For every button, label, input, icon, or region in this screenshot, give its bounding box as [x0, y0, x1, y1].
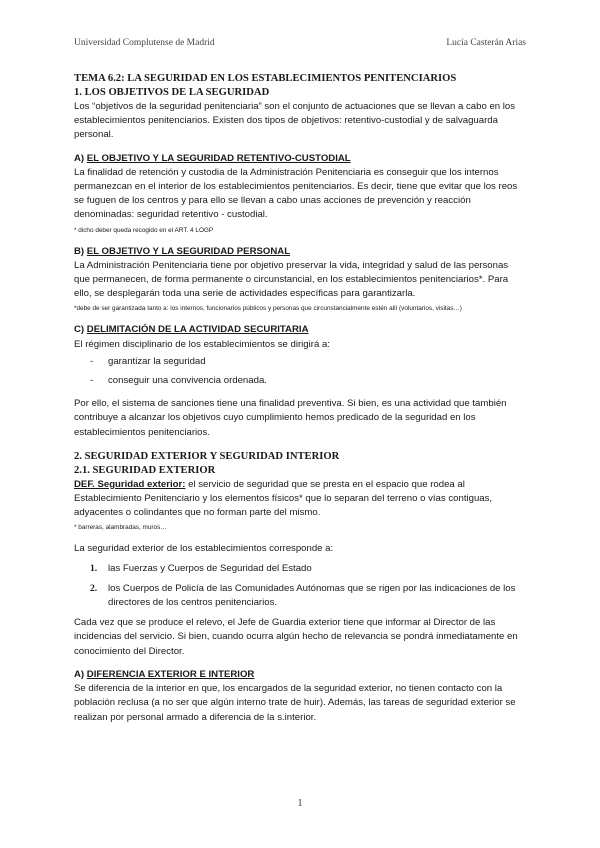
header-author: Lucía Casterán Arias	[446, 38, 526, 48]
subsection-a-title: EL OBJETIVO Y LA SEGURIDAD RETENTIVO-CUSTODIAL	[86, 152, 351, 164]
subsection-b-footnote: *debe de ser garantizada tanto a: los internos, funcionarios públicos y personas que circunstancialmente estén allí (voluntarios, visitas…)	[74, 305, 462, 313]
page-number: 1	[297, 798, 303, 809]
subsection-2a-prefix: A)	[74, 668, 87, 680]
subsection-2a-body: Se diferencia de la interior en que, los encargados de la seguridad exterior, no tienen contacto con la población reclusa (a no ser que algún interno trate de huir). Además, las tareas de seguridad exterior se realizan por personal armado a diferencia de la s.interior.	[74, 683, 516, 723]
subsection-c-conclusion: Por ello, el sistema de sanciones tiene una finalidad preventiva. Si bien, es una actividad que también contribuye a alcanzar los objetivos cuyo cumplimiento hemos predicado de la seguridad en los establecimientos penitenciarios.	[74, 398, 507, 438]
definition-footnote: * barreras, alambradas, muros…	[74, 524, 167, 532]
subsection-c-title: DELIMITACIÓN DE LA ACTIVIDAD SECURITARIA	[86, 324, 309, 336]
definition-body: el servicio de seguridad que se presta en el espacio que rodea al Establecimiento Penitenciario y los elementos físicos* que lo separan del terreno o vías contiguas, adyacentes o colindantes que no forman parte del mismo.	[74, 478, 493, 519]
header-university: Universidad Complutense de Madrid	[74, 38, 215, 48]
subsection-b-heading	[74, 245, 526, 259]
relief-paragraph: Cada vez que se produce el relevo, el Jefe de Guardia exterior tiene que informar al Director de las incidencias del servicio. Si bien, cuando ocurra algún hecho de relevancia se pondrá inmediatamente en conocimiento del Director.	[74, 617, 518, 657]
definition-paragraph	[74, 478, 526, 521]
subsection-c-prefix: C)	[74, 324, 87, 336]
subsection-a-body: La finalidad de retención y custodia de la Administración Penitenciaria es conseguir que los internos permanezcan en el interior de los establecimientos penitenciarios. Es decir, tiene que evitar que los reos se fuguen de los centros y para ello se llevan a cabo unas acciones de prevención y reacción denominadas: seguridad retentivo - custodial.	[74, 166, 518, 221]
list-item	[74, 582, 526, 610]
subsection-b-prefix: B)	[74, 245, 87, 257]
list-item: - conseguir una convivencia ordenada.	[74, 374, 526, 388]
list-item: - garantizar la seguridad	[74, 355, 526, 369]
numbered-list-intro: La seguridad exterior de los establecimientos corresponde a:	[74, 543, 334, 555]
subsection-a-prefix: A)	[74, 152, 87, 164]
list-text: las Fuerzas y Cuerpos de Seguridad del Estado	[108, 562, 312, 574]
section-2-heading: 2. SEGURIDAD EXTERIOR Y SEGURIDAD INTERIOR	[74, 450, 340, 462]
list-text: los Cuerpos de Policía de las Comunidades Autónomas que se rigen por las indicaciones de los directores de los centros penitenciarios.	[108, 582, 516, 609]
list-item	[74, 562, 526, 576]
section-1-heading: 1. LOS OBJETIVOS DE LA SEGURIDAD	[74, 87, 270, 98]
subsection-c-body: El régimen disciplinario de los establecimientos se dirigirá a:	[74, 338, 330, 350]
definition-term: DEF. Seguridad exterior:	[74, 478, 186, 490]
subsection-b-title: EL OBJETIVO Y LA SEGURIDAD PERSONAL	[86, 245, 291, 257]
section-2-1-heading: 2.1. SEGURIDAD EXTERIOR	[74, 464, 216, 476]
list-number: 2.	[90, 582, 98, 594]
subsection-2a-title: DIFERENCIA EXTERIOR E INTERIOR	[86, 668, 255, 680]
subsection-b-body: La Administración Penitenciaria tiene por objetivo preservar la vida, integridad y salud de las personas que permanecen, de forma permanente o circunstancial, en los establecimientos penitenciarios*. Para ello, se desplegarán toda una serie de actividades específicas para garantizarla.	[74, 259, 509, 300]
subsection-a-footnote: * dicho deber queda recogido en el ART. 4 LOGP	[74, 226, 214, 234]
numbered-list	[74, 562, 526, 611]
page-title: TEMA 6.2: LA SEGURIDAD EN LOS ESTABLECIMIENTOS PENITENCIARIOS	[74, 73, 457, 84]
list-number: 1.	[90, 562, 98, 574]
document-body	[74, 70, 526, 725]
subsection-2a-heading	[74, 668, 526, 682]
subsection-a-heading	[74, 152, 526, 166]
section-1-intro: Los “objetivos de la seguridad penitenciaria” son el conjunto de actuaciones que se llevan a cabo en los establecimientos penitenciarios. Existen dos tipos de objetivos: retentivo-custodial y de salvaguarda personal.	[74, 101, 516, 141]
subsection-c-heading	[74, 323, 526, 337]
dash-list	[74, 355, 526, 388]
